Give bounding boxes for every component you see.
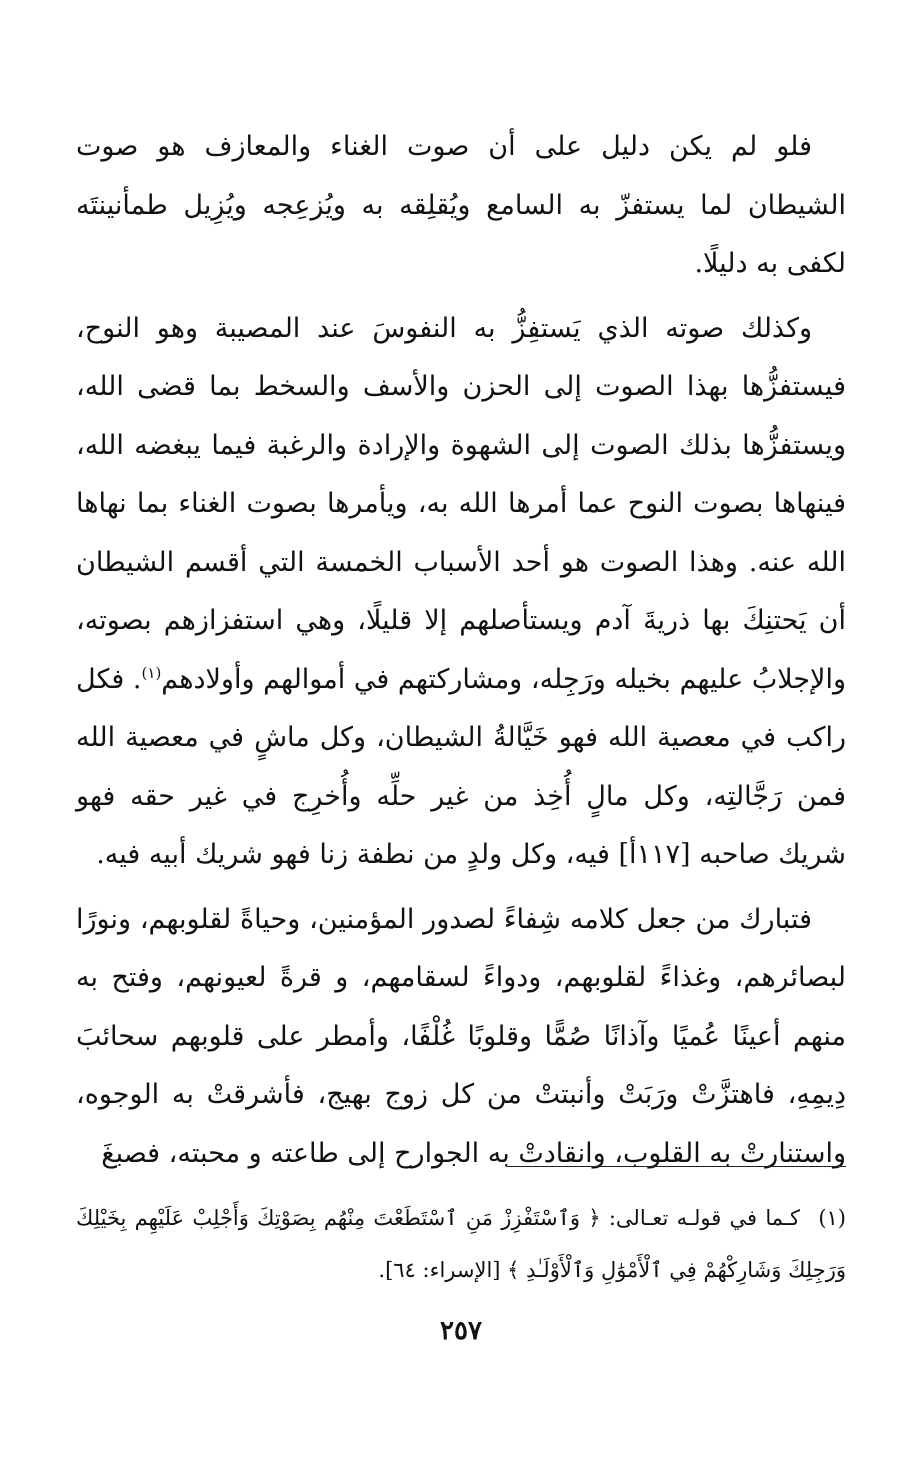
paragraph-text: فتبارك من جعل كلامه شِفاءً لصدور المؤمنين، وحياةً لقلوبهم، ونورًا لبصائرهم، وغذاءً لقلوبهم، ودواءً لسقامهم، و قرةً لعيونهم، وفتح به منهم أعينًا عُميًا وآذانًا صُمًّا وقلوبًا غُلْفًا، وأمطر على قلوبهم سحائبَ دِيمِهِ، فاهتزَّتْ ورَبَتْ وأنبتتْ من كل زوج بهيج، فأشرقتْ به الوجوه، واستنارتْ به القلوب، وانقادتْ به الجوارح إلى طاعته و محبته، فصبغَ (76, 903, 846, 1169)
paragraph-text: . فكل راكب في معصية الله فهو خَيَّالةُ الشيطان، وكل ماشٍ في معصية الله فمن رَجَّالتِه، وكل مالٍ أُخِذ من غير حلِّه وأُخرِج في غير حقه فهو شريك صاحبه [١١٧أ] فيه، وكل ولدٍ من نطفة زنا فهو شريك أبيه فيه. (76, 663, 846, 870)
footnote-text: كـما في قولـه تعـالى: ﴿ وَٱسْتَفْزِزْ مَنِ ٱسْتَطَعْتَ مِنْهُم بِصَوْتِكَ وَأَجْلِبْ عَلَيْهِم بِخَيْلِكَ وَرَجِلِكَ وَشَارِكْهُمْ فِي ٱلْأَمْوَٰلِ وَٱلْأَوْلَـٰدِ ﴾ [الإسراء: ٦٤]. (76, 1206, 846, 1282)
paragraph (76, 300, 846, 885)
footnote-divider (506, 1166, 846, 1167)
footnote (76, 1192, 846, 1296)
paragraph-text: وكذلك صوته الذي يَستفِزُّ به النفوسَ عند المصيبة وهو النوح، فيستفزُّها بهذا الصوت إلى الحزن والأسف والسخط بما قضى الله، ويستفزُّها بذلك الصوت إلى الشهوة والإرادة والرغبة فيما يبغضه الله، فينهاها بصوت النوح عما أمرها الله به، ويأمرها بصوت الغناء بما نهاها الله عنه. وهذا الصوت هو أحد الأسباب الخمسة التي أقسم الشيطان أن يَحتنِكَ بها ذريةَ آدم ويستأصلهم إلا قليلًا، وهي استفزازهم بصوته، والإجلابُ عليهم بخيله ورَجِله، ومشاركتهم في أموالهم وأولادهم (76, 312, 846, 695)
page-number: ٢٥٧ (440, 1316, 482, 1346)
paragraph (76, 118, 846, 294)
footnote-reference[interactable]: (١) (141, 663, 162, 682)
paragraph-text: فلو لم يكن دليل على أن صوت الغناء والمعازف هو صوت الشيطان لما يستفزّ به السامع ويُقلِقه به ويُزعِجه ويُزِيل طمأنينتَه لكفى به دليلًا. (76, 131, 846, 279)
footnote-number: (١) (818, 1206, 846, 1230)
paragraph (76, 891, 846, 1184)
main-text (76, 118, 846, 1183)
